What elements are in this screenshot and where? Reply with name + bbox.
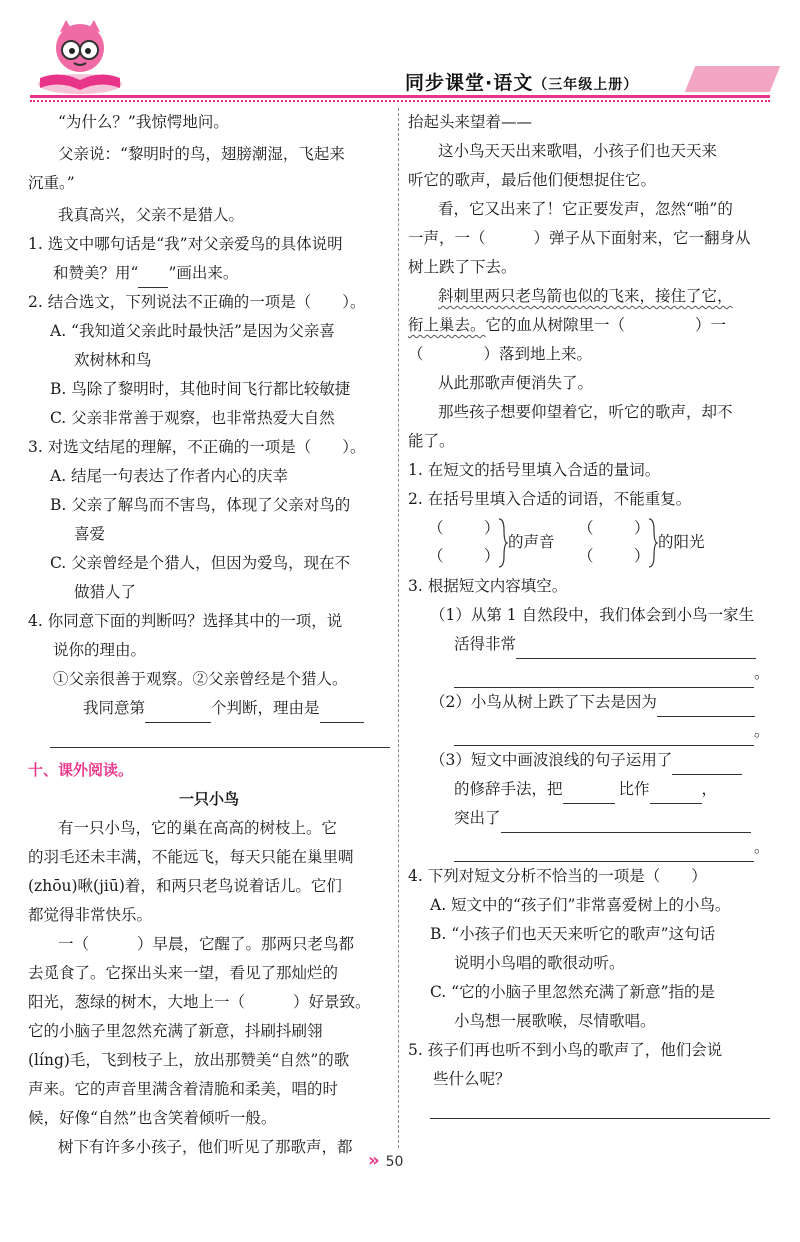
story-line: 它的小脑子里忽然充满了新意，抖刷抖刷翎 [28, 1022, 323, 1040]
answer-line[interactable] [50, 723, 390, 748]
header-dotted-rule [30, 100, 770, 102]
answer-line-row: 。 [408, 659, 770, 688]
answer-line[interactable] [430, 1094, 770, 1119]
story-line: 树下有许多小孩子，他们听见了那歌声，都 [58, 1138, 353, 1156]
question-4-answer: 我同意第 个判断，理由是 [28, 694, 390, 723]
question-4-cont: 说你的理由。 [53, 641, 147, 659]
answer-blank[interactable] [672, 756, 742, 775]
question-5-cont: 些什么呢？ [433, 1070, 511, 1088]
book-title: 同步课堂·语文（三年级上册） [405, 72, 639, 94]
answer-blank[interactable] [454, 727, 754, 746]
story-line: 的羽毛还未丰满，不能远飞，每天只能在巢里啁 [28, 848, 354, 866]
story-line: 声来。它的声音里满含着清脆和柔美，唱的时 [28, 1080, 339, 1098]
text-line: 沉重。” [28, 174, 75, 192]
story-line: (líng)毛，飞到枝子上，放出那赞美“自然”的歌 [28, 1051, 350, 1069]
answer-blank[interactable] [320, 704, 364, 723]
option-c: C. “它的小脑子里忽然充满了新意”指的是 [430, 983, 716, 1001]
paren-close: ） [484, 519, 500, 537]
story-line: 抬起头来望着—— [408, 113, 533, 131]
double-chevron-icon: » [368, 1150, 380, 1171]
word-fill-group [408, 514, 770, 572]
story-line: 能了。 [408, 432, 455, 450]
question-4-statements: ①父亲很善于观察。②父亲曾经是个猎人。 [53, 670, 348, 688]
story-title: 一只小鸟 [178, 790, 239, 808]
option-a: A. 结尾一句表达了作者内心的庆幸 [50, 467, 289, 485]
answer-blank[interactable] [145, 704, 211, 723]
paren-open: （ [578, 519, 594, 537]
story-line: 去觅食了。它探出头来一望，看见了那灿烂的 [28, 964, 339, 982]
answer-blank[interactable] [138, 269, 168, 288]
header-rule [30, 95, 770, 98]
question-1-cont: 和赞美？用“ ”画出来。 [28, 259, 390, 288]
story-line: 一声，一（ ）弹子从下面射来，它一翻身从 [408, 229, 751, 247]
story-line: 衔上巢去。它的血从树隙里一（ ）一 [408, 316, 727, 334]
answer-line-row: 。 [408, 717, 770, 746]
fill-paren[interactable] [598, 516, 632, 540]
story-line: 从此那歌声便消失了。 [438, 374, 594, 392]
page-footer [368, 1150, 403, 1171]
answer-blank[interactable] [454, 669, 754, 688]
paren-close: ） [634, 519, 650, 537]
option-c-cont: 做猎人了 [74, 583, 137, 601]
story-line: （ ）落到地上来。 [408, 345, 593, 363]
answer-blank[interactable] [516, 640, 756, 659]
answer-blank[interactable] [454, 843, 754, 862]
story-line: 都觉得非常快乐。 [28, 906, 153, 924]
paren-close: ） [484, 547, 500, 565]
text-line: 父亲说：“黎明时的鸟，翅膀潮湿，飞起来 [58, 145, 345, 163]
wavy-sentence: 斜刺里两只老鸟箭也似的飞来，接住了它， [438, 287, 733, 305]
question-4: 4. 你同意下面的判断吗？选择其中的一项，说 [28, 612, 343, 630]
mascot-reading-book-icon [30, 18, 130, 98]
option-b: B. 鸟除了黎明时，其他时间飞行都比较敏捷 [50, 380, 351, 398]
question-3-1-cont: 活得非常 [408, 630, 770, 659]
story-line: 树上跌了下去。 [408, 258, 517, 276]
answer-blank[interactable] [501, 814, 751, 833]
question-2: 2. 结合选文，下列说法不正确的一项是（ ）。 [28, 293, 366, 311]
question-3-3-cont2: 突出了 [408, 804, 770, 833]
question-1: 1. 选文中哪句话是“我”对父亲爱鸟的具体说明 [28, 235, 343, 253]
left-column [28, 108, 390, 1162]
question-1: 1. 在短文的括号里填入合适的量词。 [408, 461, 661, 479]
option-a: A. 短文中的“孩子们”非常喜爱树上的小鸟。 [430, 896, 731, 914]
question-3-2: （2）小鸟从树上跌了下去是因为 [408, 688, 770, 717]
question-3: 3. 对选文结尾的理解，不正确的一项是（ ）。 [28, 438, 366, 456]
page-number: 50 [385, 1154, 404, 1170]
answer-blank[interactable] [657, 698, 755, 717]
question-3: 3. 根据短文内容填空。 [408, 577, 568, 595]
option-b-cont: 喜爱 [74, 525, 106, 543]
fill-paren[interactable] [448, 516, 482, 540]
paren-open: （ [428, 519, 444, 537]
page-header [0, 0, 800, 100]
text-line: 我真高兴，父亲不是猎人。 [58, 206, 245, 224]
story-line: 一（ ）早晨，它醒了。那两只老鸟都 [58, 935, 355, 953]
answer-blank[interactable] [650, 785, 702, 804]
paren-close: ） [634, 547, 650, 565]
question-2: 2. 在括号里填入合适的词语，不能重复。 [408, 490, 692, 508]
right-column [408, 108, 770, 1119]
question-4: 4. 下列对短文分析不恰当的一项是（ ） [408, 867, 707, 885]
question-3-3: （3）短文中画波浪线的句子运用了 [408, 746, 770, 775]
option-c-cont: 小鸟想一展歌喉，尽情歌唱。 [454, 1012, 656, 1030]
story-line: 那些孩子想要仰望着它，听它的歌声，却不 [438, 403, 733, 421]
option-c: C. 父亲曾经是个猎人，但因为爱鸟，现在不 [50, 554, 351, 572]
story-line: 听它的歌声，最后他们便想捉住它。 [408, 171, 657, 189]
story-line: (zhōu)啾(jiū)着，和两只老鸟说着话儿。它们 [28, 877, 342, 895]
paren-open: （ [428, 547, 444, 565]
option-a: A. “我知道父亲此时最快活”是因为父亲喜 [50, 322, 335, 340]
brace-icon [498, 518, 508, 568]
story-line: 候，好像“自然”也含笑着倾听一般。 [28, 1109, 277, 1127]
column-divider [398, 108, 399, 1148]
answer-line-row: 。 [408, 833, 770, 862]
story-line: 有一只小鸟，它的巢在高高的树枝上。它 [58, 819, 338, 837]
question-5: 5. 孩子们再也听不到小鸟的歌声了，他们会说 [408, 1041, 723, 1059]
option-b-cont: 说明小鸟唱的歌很动听。 [454, 954, 625, 972]
option-b: B. 父亲了解鸟而不害鸟，体现了父亲对鸟的 [50, 496, 351, 514]
question-3-3-cont: 的修辞手法，把 比作 ， [408, 775, 770, 804]
word-label: 的阳光 [658, 533, 705, 551]
answer-blank[interactable] [563, 785, 615, 804]
story-line: 这小鸟天天出来歌唱，小孩子们也天天来 [438, 142, 718, 160]
story-line: 阳光，葱绿的树木，大地上一（ ）好景致。 [28, 993, 371, 1011]
paren-open: （ [578, 547, 594, 565]
brace-icon [648, 518, 658, 568]
option-a-cont: 欢树林和鸟 [74, 351, 152, 369]
word-label: 的声音 [508, 533, 555, 551]
question-3-1: （1）从第 1 自然段中，我们体会到小鸟一家生 [430, 606, 755, 624]
fill-paren[interactable] [448, 544, 482, 568]
fill-paren[interactable] [598, 544, 632, 568]
story-line: 看，它又出来了！它正要发声，忽然“啪”的 [438, 200, 733, 218]
option-b: B. “小孩子们也天天来听它的歌声”这句话 [430, 925, 716, 943]
section-10-title: 十、课外阅读。 [28, 761, 134, 779]
text-line: “为什么？”我惊愕地问。 [58, 113, 229, 131]
option-c: C. 父亲非常善于观察，也非常热爱大自然 [50, 409, 335, 427]
